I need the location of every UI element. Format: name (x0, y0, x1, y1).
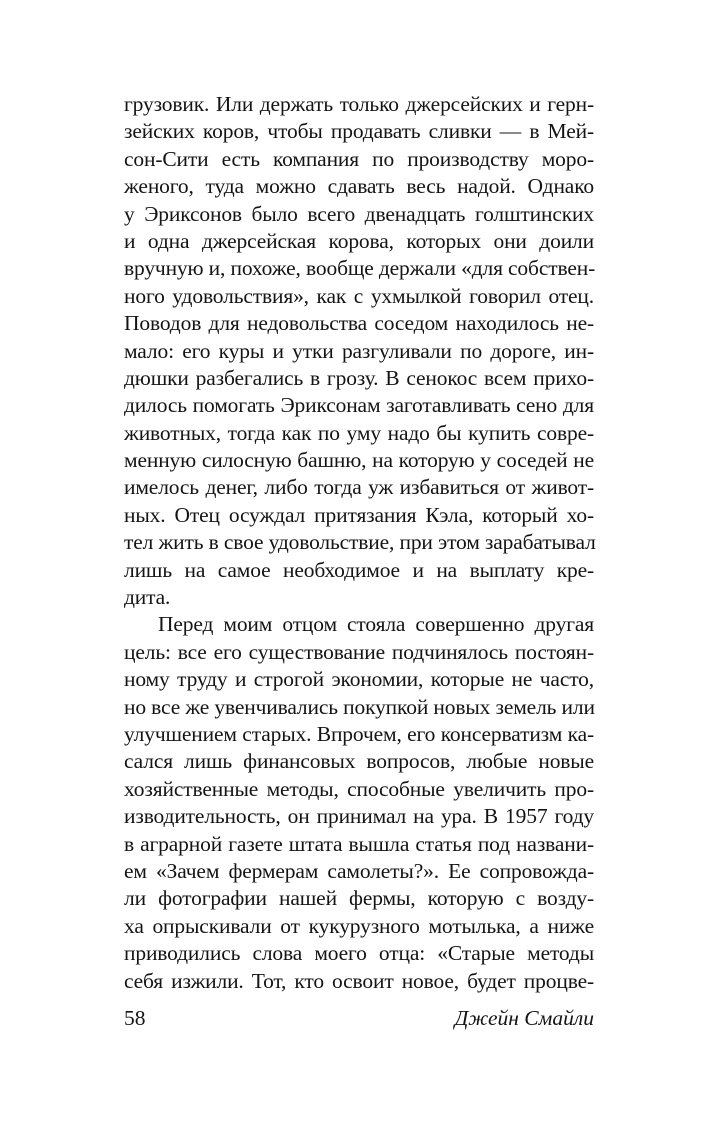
text-line: но все же увенчивались покупкой новых земель или (124, 694, 595, 719)
page-number: 58 (124, 1006, 146, 1030)
text-line: животных, тогда как по уму надо бы купить совре- (124, 420, 594, 445)
text-line: ному труду и строгой экономии, которые не часто, (124, 667, 594, 692)
text-line: ем «Зачем фермерам самолеты?». Ее сопровожда- (124, 858, 594, 883)
text-line: Поводов для недовольства соседом находилось не- (124, 311, 594, 336)
text-line: улучшением старых. Впрочем, его консерватизм ка- (124, 721, 594, 746)
text-line: дита. (124, 585, 171, 610)
text-line: ного удовольствия», как с ухмылкой говорил отец. (124, 283, 594, 308)
text-line: тел жить в свое удовольствие, при этом зарабатывал (124, 530, 596, 555)
paragraph-1 (124, 91, 594, 611)
text-line: Перед моим отцом стояла совершенно другая (158, 612, 594, 637)
page-body (124, 91, 594, 995)
paragraph-2 (124, 611, 594, 994)
text-line: дилось помогать Эриксонам заготавливать сено для (124, 393, 594, 418)
text-line: хозяйственные методы, способные увеличить про- (124, 776, 594, 801)
text-line: у Эриксонов было всего двенадцать голштинских (124, 201, 594, 226)
text-line: в аграрной газете штата вышла статья под названи- (124, 831, 594, 856)
text-line: женого, туда можно сдавать весь надой. Однако (124, 174, 594, 199)
text-line: себя изжили. Тот, кто освоит новое, будет процве- (124, 968, 594, 993)
page-footer (124, 1003, 594, 1033)
text-line: менную силосную башню, на которую у соседей не (124, 448, 594, 473)
running-head-author: Джейн Смайли (454, 1006, 594, 1030)
text-line: вручную и, похоже, вообще держали «для собствен- (124, 256, 596, 281)
text-line: ли фотографии нашей фермы, которую с возду- (124, 886, 594, 911)
text-line: сался лишь финансовых вопросов, любые новые (124, 749, 594, 774)
text-line: дюшки разбегались в грозу. В сенокос всем прихо- (124, 365, 594, 390)
text-line: и одна джерсейская корова, которых они доили (124, 228, 594, 253)
text-line: имелось денег, либо тогда уж избавиться от живот- (124, 475, 594, 500)
text-line: ных. Отец осуждал притязания Кэла, который хо- (124, 502, 594, 527)
text-line: грузовик. Или держать только джерсейских и герн- (124, 92, 594, 116)
text-line: сон-Сити есть компания по производству моро- (124, 146, 594, 171)
text-line: лишь на самое необходимое и на выплату кре- (124, 557, 594, 582)
text-line: ха опрыскивали от кукурузного мотылька, а ниже (124, 913, 594, 938)
text-line: изводительность, он принимал на ура. В 1957 году (124, 804, 594, 829)
text-line: зейских коров, чтобы продавать сливки — в Мей- (124, 119, 594, 144)
text-line: мало: его куры и утки разгуливали по дороге, ин- (124, 338, 594, 363)
text-line: приводились слова моего отца: «Старые методы (124, 941, 594, 966)
text-line: цель: все его существование подчинялось постоян- (124, 639, 594, 664)
